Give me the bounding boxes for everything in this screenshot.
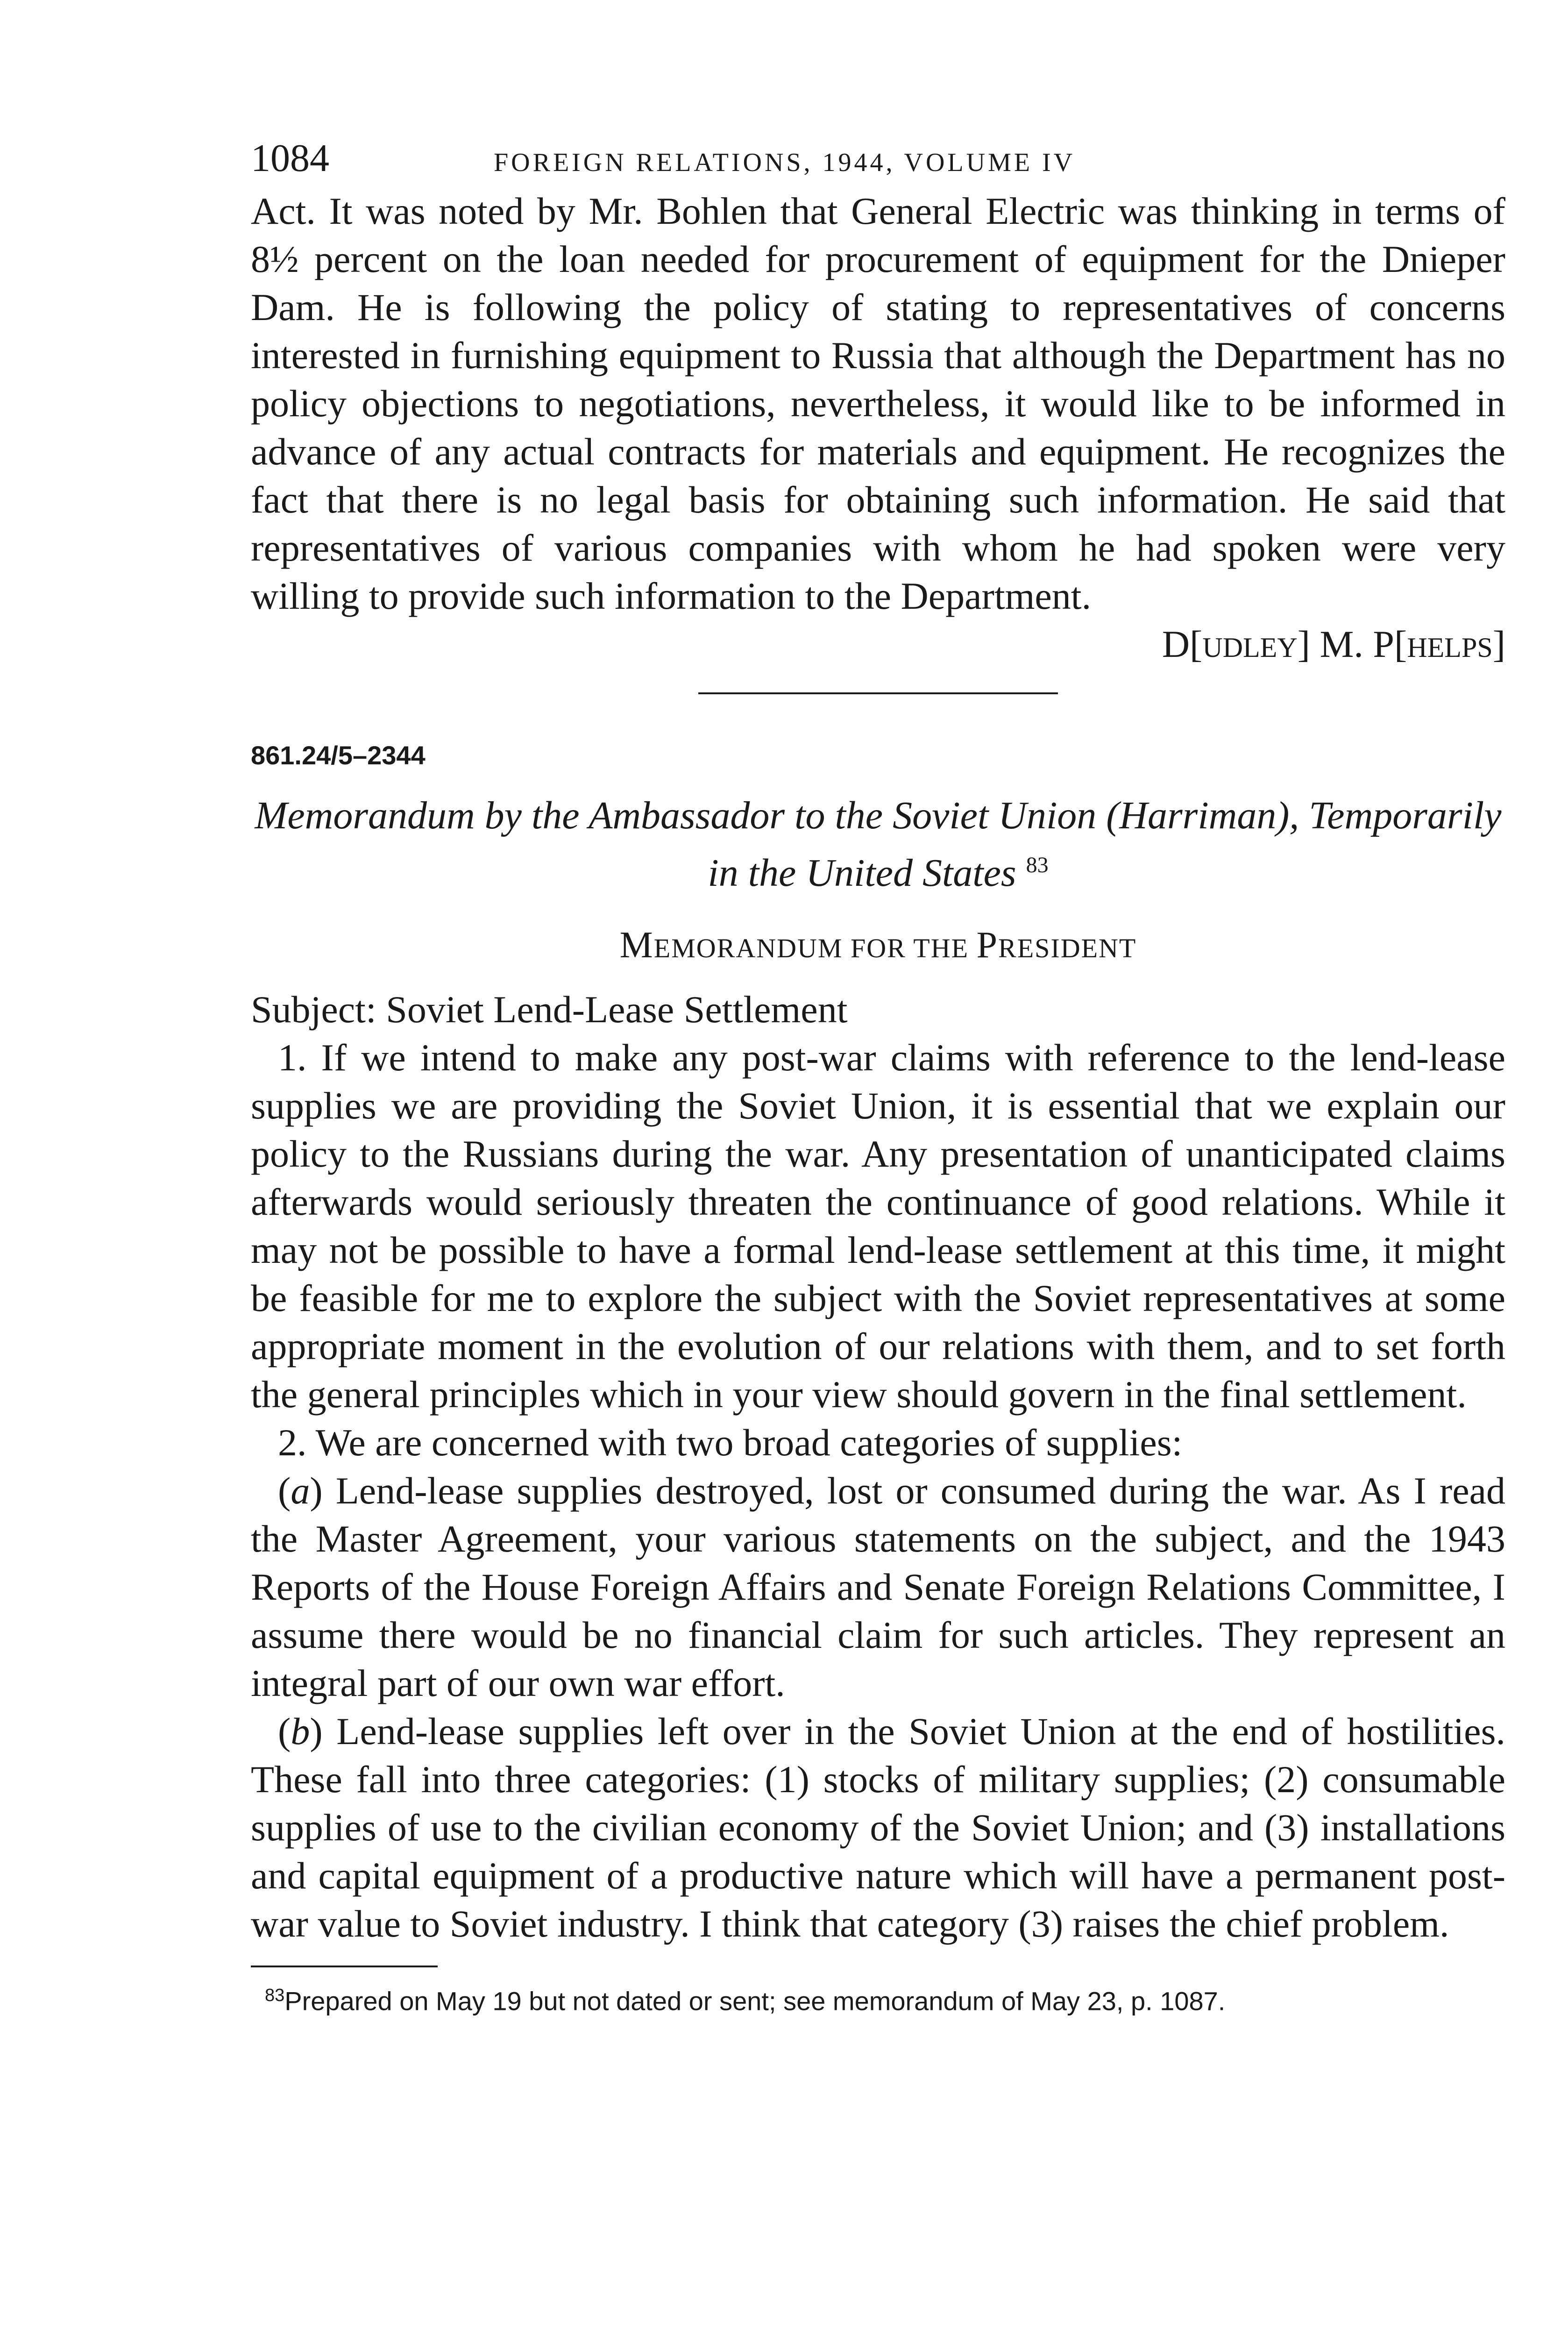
- subject-line: Subject: Soviet Lend-Lease Settlement: [251, 988, 848, 1031]
- running-head: FOREIGN RELATIONS, 1944, VOLUME IV: [494, 148, 1076, 177]
- continuation-paragraph: Act. It was noted by Mr. Bohlen that General Electric was thinking in terms of 8½ percent on the loan needed for procurement of equipment for the Dnieper Dam. He is following the policy of stating to representatives of concerns interested in furnishing equipment to Russia that although the Department has no policy objections to negotiations, nevertheless, it would like to be informed in advance of any actual contracts for materials and equipment. He recognizes the fact that there is no legal basis for obtaining such information. He said that representatives of various companies with whom he had spoken were very willing to provide such information to the Department.: [251, 190, 1505, 617]
- paragraph-1: 1. If we intend to make any post-war claims with reference to the lend-lease supplies we are providing the Soviet Union, it is essential that we explain our policy to the Russians during the war. Any presentation of unanticipated claims afterwards would seriously threaten the continuance of good relations. While it may not be possible to have a formal lend-lease settlement at this time, it might be feasible for me to explore the subject with the Soviet representatives at some appropriate moment in the evolution of our relations with them, and to set forth the general principles which in your view should govern in the final settlement.: [251, 1036, 1505, 1416]
- memo-heading: MEMORANDUM FOR THE PRESIDENT: [619, 925, 1137, 966]
- footnote: $^{83}$Prepared on May 19 but not dated or sent; see memorandum of May 23, p. 1087.: [265, 1986, 1226, 2016]
- signature: D[UDLEY] M. P[HELPS]: [1162, 623, 1505, 665]
- item-label: b: [291, 1710, 310, 1752]
- footnote-divider: [251, 1966, 438, 1967]
- item-label: a: [291, 1469, 310, 1512]
- page-number: 1084: [251, 136, 329, 180]
- paragraph-2a: (a) Lend-lease supplies destroyed, lost or consumed during the war. As I read the Master Agreement, your various statements on the subject, and the 1943 Reports of the House Foreign Affairs and Senate Foreign Relations Committee, I assume there would be no financial claim for such articles. They represent an integral part of our own war effort.: [251, 1469, 1505, 1704]
- file-number: 861.24/5–2344: [251, 741, 426, 770]
- document-title: Memorandum by the Ambassador to the Soviet Union (Harriman), Temporarily in the United States $^{83}$: [255, 794, 1502, 895]
- footnote-ref: 83: [1026, 853, 1049, 877]
- paragraph-2b: (b) Lend-lease supplies left over in the Soviet Union at the end of hostilities. These fall into three categories: (1) stocks of military supplies; (2) consumable supplies of use to the civilian economy of the Soviet Union; and (3) installations and capital equipment of a productive nature which will have a permanent post-war value to Soviet industry. I think that category (3) raises the chief problem.: [251, 1710, 1505, 1945]
- section-divider: [698, 692, 1058, 694]
- footnote-marker: 83: [265, 1986, 285, 2005]
- paragraph-2: 2. We are concerned with two broad categories of supplies:: [278, 1421, 1183, 1464]
- document-page: [251, 135, 1505, 2021]
- page-header: [251, 135, 1505, 187]
